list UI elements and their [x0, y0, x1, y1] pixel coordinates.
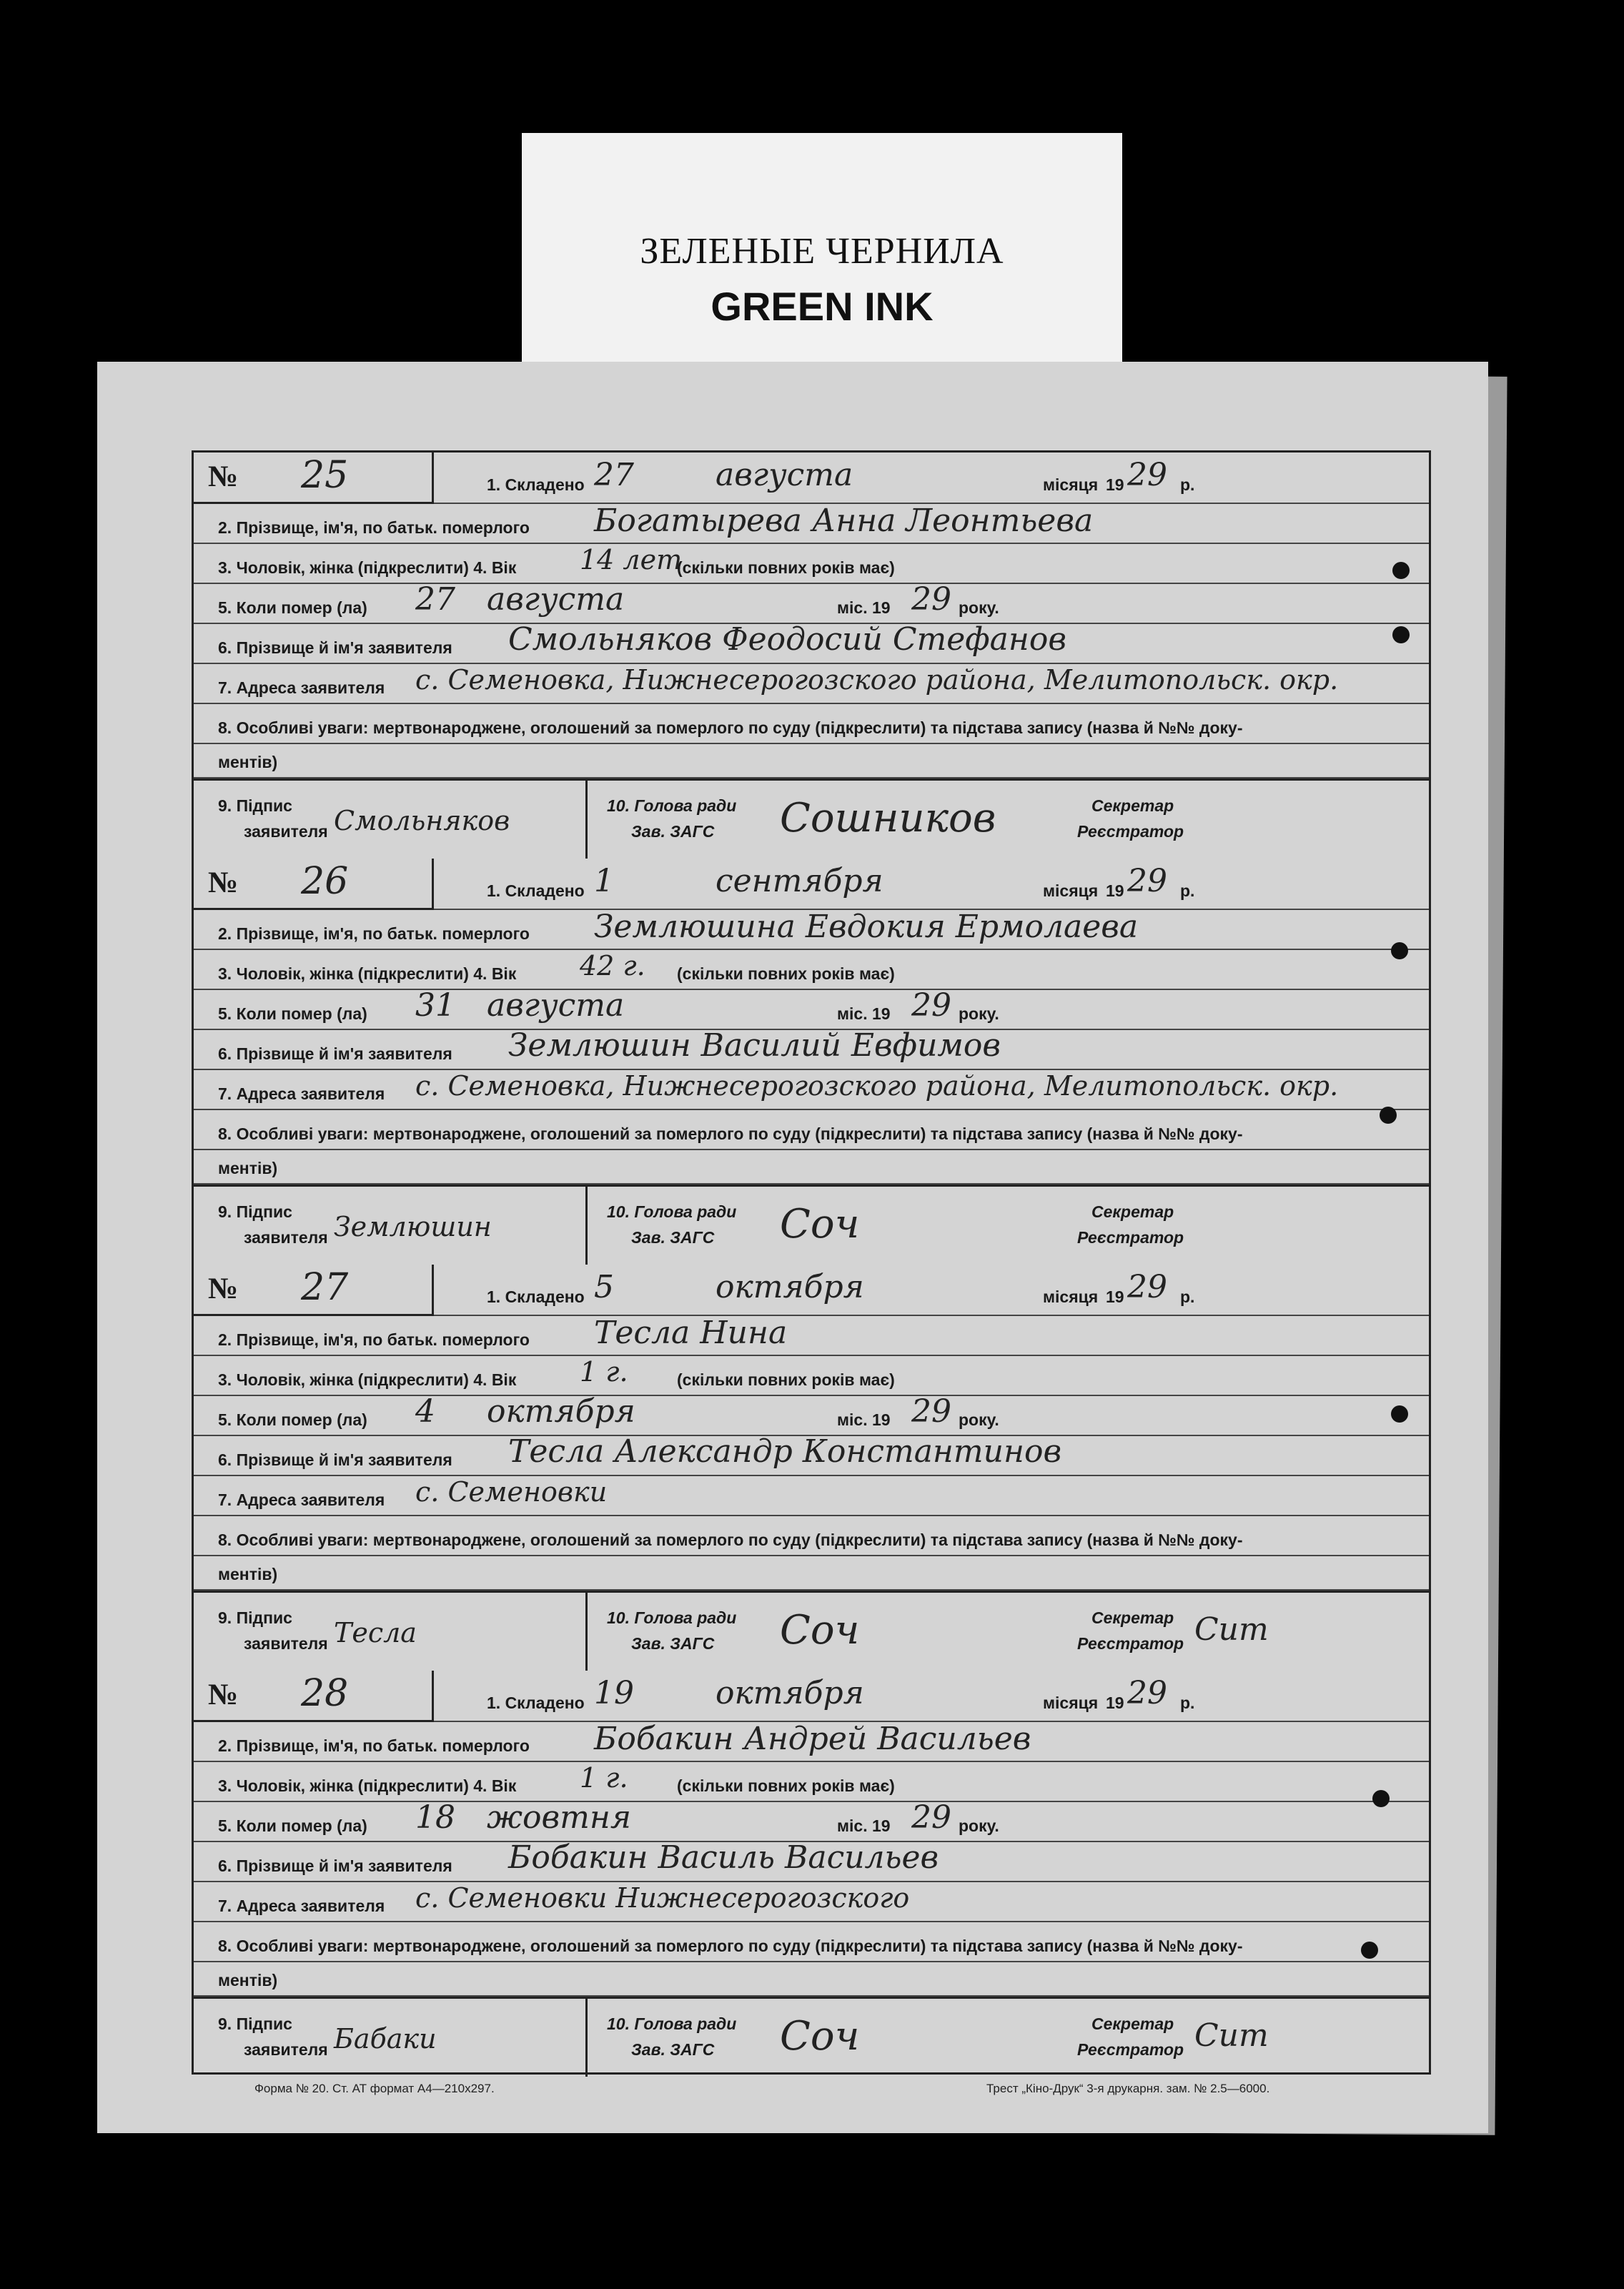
- death-date-row: [194, 990, 1429, 1030]
- record-number: 25: [301, 454, 349, 497]
- signature-label-2: заявителя: [244, 822, 328, 841]
- composed-year: 29: [1127, 1675, 1167, 1711]
- year-suffix: р.: [1180, 1287, 1195, 1306]
- record-number-box: [194, 1265, 434, 1316]
- composed-day: 5: [594, 1269, 614, 1305]
- address-label: 7. Адреса заявителя: [218, 1897, 385, 1915]
- head-label: 10. Голова ради: [607, 2014, 737, 2033]
- head-label-2: Зав. ЗАГС: [631, 1228, 715, 1247]
- composed-day: 27: [594, 457, 634, 493]
- death-month-label: міс. 19: [837, 598, 891, 617]
- number-sign: №: [208, 866, 239, 899]
- record-number-box: [194, 453, 434, 504]
- head-signature: Соч: [780, 1201, 860, 1247]
- number-sign: №: [208, 1272, 239, 1305]
- age-value: 1 г.: [580, 1762, 628, 1794]
- age-hint: (скільки повних років має): [677, 964, 895, 983]
- death-date-row: [194, 1802, 1429, 1842]
- record-number-box: [194, 1671, 434, 1722]
- secretary-signature: Сит: [1194, 2017, 1269, 2054]
- death-date-row: [194, 584, 1429, 624]
- signature-row: [194, 1591, 1429, 1671]
- footer-printer-note: Трест „Кіно-Друк“ 3-я друкарня. зам. № 2.5—6000.: [986, 2082, 1270, 2095]
- address-label: 7. Адреса заявителя: [218, 678, 385, 697]
- signature-divider: [585, 1593, 588, 1671]
- age-hint: (скільки повних років має): [677, 1370, 895, 1389]
- applicant-label: 6. Прізвище й ім'я заявителя: [218, 1044, 452, 1063]
- applicant-address: с. Семеновки: [415, 1476, 608, 1508]
- age-hint: (скільки повних років має): [677, 1776, 895, 1795]
- signature-divider: [585, 781, 588, 859]
- composed-label: 1. Складено: [487, 475, 585, 494]
- composed-month: сентября: [716, 863, 883, 899]
- notes-cont-row: [194, 1556, 1429, 1591]
- label-english: GREEN INK: [710, 284, 934, 329]
- composed-month: августа: [716, 457, 853, 493]
- notes-cont-row: [194, 1962, 1429, 1997]
- signature-label: 9. Підпис: [218, 1608, 292, 1627]
- applicant-address: с. Семеновка, Нижнесерогозского района, Мелитопольск. окр.: [415, 1070, 1339, 1102]
- year-prefix: 19: [1106, 475, 1124, 494]
- binding-hole: [1361, 1942, 1378, 1959]
- number-sign: №: [208, 460, 239, 493]
- signature-divider: [585, 1187, 588, 1265]
- death-record: [194, 1265, 1429, 1671]
- sex-age-label: 3. Чоловік, жінка (підкреслити) 4. Вік: [218, 964, 517, 983]
- record-number: 28: [301, 1672, 349, 1715]
- month-label: місяця: [1043, 475, 1099, 494]
- head-label: 10. Голова ради: [607, 1202, 737, 1221]
- applicant-label: 6. Прізвище й ім'я заявителя: [218, 1450, 452, 1469]
- death-month-label: міс. 19: [837, 1004, 891, 1023]
- name-label: 2. Прізвище, ім'я, по батьк. померлого: [218, 924, 530, 943]
- signature-label-2: заявителя: [244, 1228, 328, 1247]
- notes-label: 8. Особливі уваги: мертвонароджене, оголошений за померлого по суду (підкреслити) та підстава запису (назва й №№ доку-: [218, 1124, 1243, 1143]
- archive-label-card: [522, 133, 1122, 363]
- secretary-label: Секретар: [1091, 1202, 1174, 1221]
- head-signature: Сошников: [780, 795, 996, 841]
- death-year: 29: [911, 987, 951, 1024]
- signature-divider: [585, 1999, 588, 2077]
- deceased-name: Богатырева Анна Леонтьева: [594, 503, 1094, 539]
- applicant-signature: Тесла: [334, 1617, 417, 1648]
- name-label: 2. Прізвище, ім'я, по батьк. померлого: [218, 1736, 530, 1755]
- age-value: 1 г.: [580, 1356, 628, 1388]
- composed-year: 29: [1127, 863, 1167, 899]
- death-month-label: міс. 19: [837, 1816, 891, 1835]
- composed-label: 1. Складено: [487, 1694, 585, 1712]
- death-date-label: 5. Коли помер (ла): [218, 598, 367, 617]
- signature-label: 9. Підпис: [218, 796, 292, 815]
- head-label-2: Зав. ЗАГС: [631, 1634, 715, 1653]
- notes-label: 8. Особливі уваги: мертвонароджене, оголошений за померлого по суду (підкреслити) та підстава запису (назва й №№ доку-: [218, 1937, 1243, 1955]
- year-suffix: р.: [1180, 881, 1195, 900]
- notes-label: 8. Особливі уваги: мертвонароджене, оголошений за померлого по суду (підкреслити) та підстава запису (назва й №№ доку-: [218, 718, 1243, 737]
- composed-label: 1. Складено: [487, 1287, 585, 1306]
- applicant-name: Смольняков Феодосий Стефанов: [508, 621, 1066, 658]
- applicant-signature: Бабаки: [334, 2023, 437, 2055]
- signature-label: 9. Підпис: [218, 1202, 292, 1221]
- death-date-label: 5. Коли помер (ла): [218, 1816, 367, 1835]
- death-month: жовтня: [487, 1799, 631, 1836]
- death-year-suffix: року.: [959, 1816, 999, 1835]
- record-number-box: [194, 859, 434, 910]
- applicant-name: Тесла Александр Константинов: [508, 1433, 1062, 1470]
- month-label: місяця: [1043, 881, 1099, 900]
- registrar-label: Реєстратор: [1077, 1634, 1184, 1653]
- year-prefix: 19: [1106, 1694, 1124, 1712]
- applicant-signature: Землюшин: [334, 1211, 492, 1242]
- death-year: 29: [911, 581, 951, 618]
- binding-hole: [1372, 1790, 1390, 1807]
- death-record: [194, 453, 1429, 859]
- registrar-label: Реєстратор: [1077, 2040, 1184, 2059]
- composed-month: октября: [716, 1269, 864, 1305]
- deceased-name: Тесла Нина: [594, 1315, 788, 1351]
- applicant-label: 6. Прізвище й ім'я заявителя: [218, 1857, 452, 1875]
- age-value: 42 г.: [580, 950, 645, 982]
- notes-cont: ментів): [218, 1971, 278, 1989]
- notes-label: 8. Особливі уваги: мертвонароджене, оголошений за померлого по суду (підкреслити) та підстава запису (назва й №№ доку-: [218, 1531, 1243, 1549]
- age-hint: (скільки повних років має): [677, 558, 895, 577]
- secretary-label: Секретар: [1091, 2014, 1174, 2033]
- composed-day: 19: [594, 1675, 634, 1711]
- applicant-label: 6. Прізвище й ім'я заявителя: [218, 638, 452, 657]
- deceased-name: Землюшина Евдокия Ермолаева: [594, 909, 1139, 945]
- label-russian: ЗЕЛЕНЫЕ ЧЕРНИЛА: [640, 231, 1004, 272]
- death-day: 31: [415, 987, 455, 1024]
- death-year: 29: [911, 1393, 951, 1430]
- secretary-signature: Сит: [1194, 1611, 1269, 1648]
- name-label: 2. Прізвище, ім'я, по батьк. померлого: [218, 518, 530, 537]
- head-label: 10. Голова ради: [607, 796, 737, 815]
- registrar-label: Реєстратор: [1077, 822, 1184, 841]
- composed-day: 1: [594, 863, 614, 899]
- address-label: 7. Адреса заявителя: [218, 1490, 385, 1509]
- death-month-label: міс. 19: [837, 1410, 891, 1429]
- signature-label-2: заявителя: [244, 2040, 328, 2059]
- composed-month: октября: [716, 1675, 864, 1711]
- head-label: 10. Голова ради: [607, 1608, 737, 1627]
- death-month: августа: [487, 987, 625, 1024]
- head-signature: Соч: [780, 1607, 860, 1653]
- death-record: [194, 859, 1429, 1265]
- death-date-label: 5. Коли помер (ла): [218, 1410, 367, 1429]
- death-record: [194, 1671, 1429, 2077]
- notes-cont-row: [194, 744, 1429, 778]
- year-prefix: 19: [1106, 1287, 1124, 1306]
- binding-hole: [1391, 1405, 1408, 1423]
- sex-age-label: 3. Чоловік, жінка (підкреслити) 4. Вік: [218, 558, 517, 577]
- binding-hole: [1391, 942, 1408, 959]
- head-label-2: Зав. ЗАГС: [631, 2040, 715, 2059]
- death-day: 27: [415, 581, 455, 618]
- applicant-name: Бобакин Василь Васильев: [508, 1839, 939, 1876]
- notes-cont-row: [194, 1150, 1429, 1185]
- death-year-suffix: року.: [959, 1410, 999, 1429]
- applicant-signature: Смольняков: [334, 805, 510, 836]
- year-suffix: р.: [1180, 475, 1195, 494]
- binding-hole: [1392, 626, 1410, 643]
- record-number: 27: [301, 1266, 349, 1309]
- composed-label: 1. Складено: [487, 881, 585, 900]
- notes-cont: ментів): [218, 753, 278, 771]
- applicant-address: с. Семеновка, Нижнесерогозского района, Мелитопольск. окр.: [415, 664, 1339, 696]
- secretary-label: Секретар: [1091, 796, 1174, 815]
- head-label-2: Зав. ЗАГС: [631, 822, 715, 841]
- death-date-label: 5. Коли помер (ла): [218, 1004, 367, 1023]
- binding-hole: [1392, 562, 1410, 579]
- head-signature: Соч: [780, 2013, 860, 2060]
- deceased-name: Бобакин Андрей Васильев: [594, 1721, 1031, 1757]
- notes-cont: ментів): [218, 1565, 278, 1583]
- number-sign: №: [208, 1679, 239, 1711]
- death-year: 29: [911, 1799, 951, 1836]
- year-prefix: 19: [1106, 881, 1124, 900]
- signature-row: [194, 1185, 1429, 1265]
- death-year-suffix: року.: [959, 1004, 999, 1023]
- sex-age-label: 3. Чоловік, жінка (підкреслити) 4. Вік: [218, 1370, 517, 1389]
- name-label: 2. Прізвище, ім'я, по батьк. померлого: [218, 1330, 530, 1349]
- death-day: 18: [415, 1799, 455, 1836]
- signature-row: [194, 1997, 1429, 2077]
- death-year-suffix: року.: [959, 598, 999, 617]
- death-month: августа: [487, 581, 625, 618]
- death-month: октября: [487, 1393, 635, 1430]
- notes-cont: ментів): [218, 1159, 278, 1177]
- sex-age-label: 3. Чоловік, жінка (підкреслити) 4. Вік: [218, 1776, 517, 1795]
- footer-form-note: Форма № 20. Ст. АТ формат А4—210x297.: [254, 2082, 495, 2095]
- death-day: 4: [415, 1393, 435, 1430]
- secretary-label: Секретар: [1091, 1608, 1174, 1627]
- registrar-label: Реєстратор: [1077, 1228, 1184, 1247]
- binding-hole: [1380, 1107, 1397, 1124]
- month-label: місяця: [1043, 1287, 1099, 1306]
- address-label: 7. Адреса заявителя: [218, 1084, 385, 1103]
- signature-label-2: заявителя: [244, 1634, 328, 1653]
- death-date-row: [194, 1396, 1429, 1436]
- signature-row: [194, 778, 1429, 859]
- applicant-name: Землюшин Василий Евфимов: [508, 1027, 1001, 1064]
- age-value: 14 лет: [580, 544, 683, 575]
- month-label: місяця: [1043, 1694, 1099, 1712]
- signature-label: 9. Підпис: [218, 2014, 292, 2033]
- record-number: 26: [301, 860, 349, 903]
- composed-year: 29: [1127, 457, 1167, 493]
- applicant-address: с. Семеновки Нижнесерогозского: [415, 1882, 910, 1914]
- records-table: [192, 450, 1431, 2075]
- composed-year: 29: [1127, 1269, 1167, 1305]
- year-suffix: р.: [1180, 1694, 1195, 1712]
